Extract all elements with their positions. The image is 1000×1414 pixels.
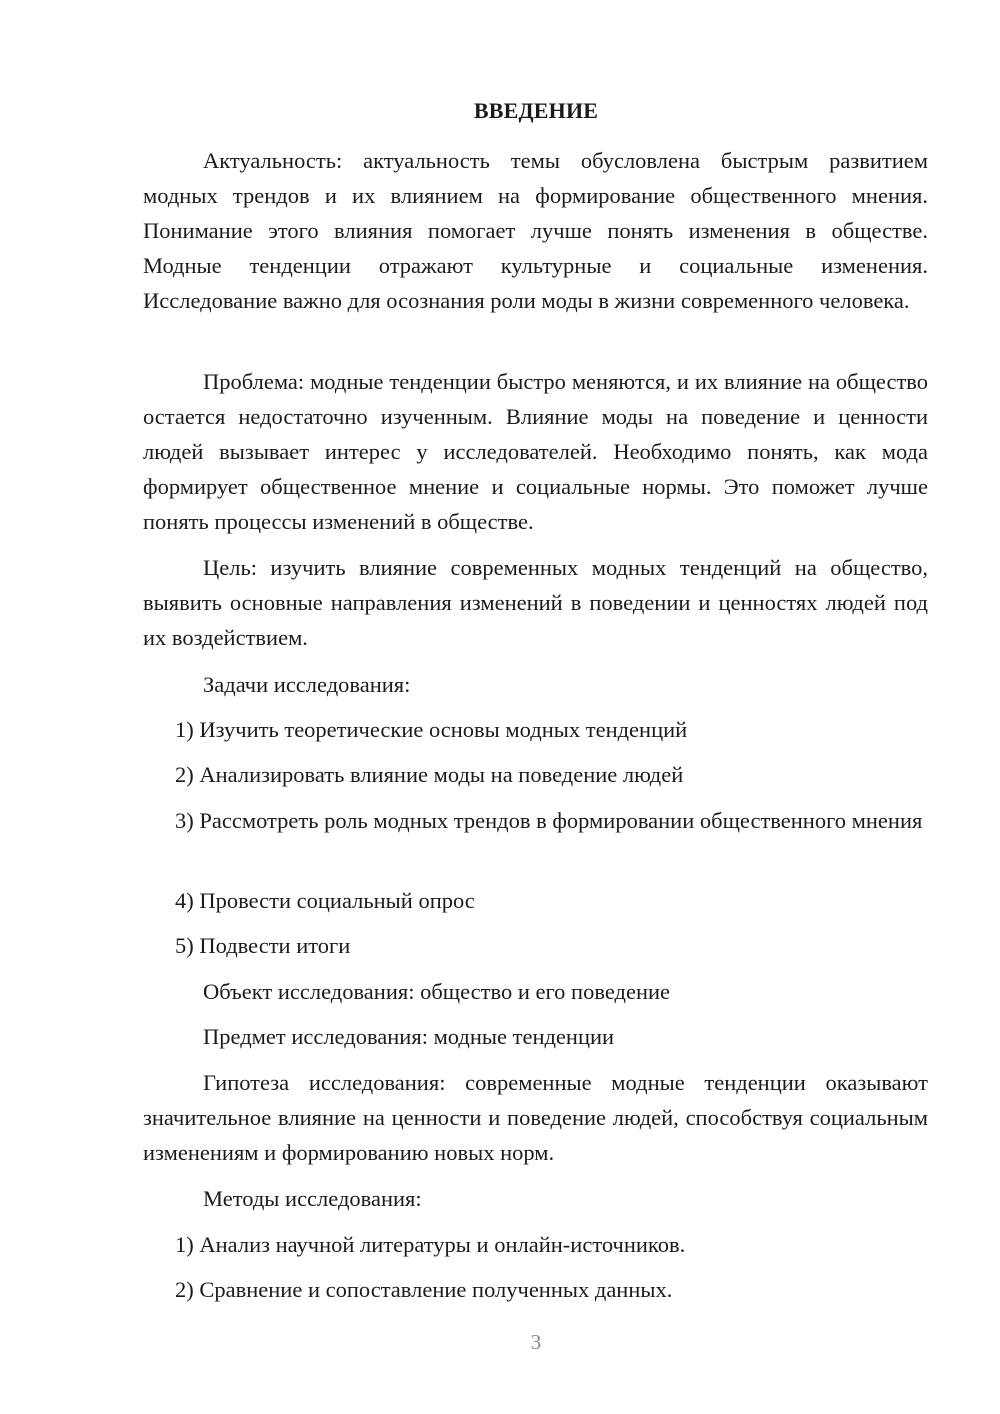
paragraph-text: Цель: изучить влияние современных модных тенденций на общество, выявить основные направления изменений в поведении и ценностях людей под их воздействием.: [143, 555, 928, 650]
task-item: 2) Анализировать влияние моды на поведение людей: [175, 762, 684, 787]
paragraph-relevance: [143, 143, 928, 318]
page-title: ВВЕДЕНИЕ: [473, 98, 599, 123]
paragraph-problem: [143, 364, 928, 539]
task-item: 5) Подвести итоги: [175, 933, 351, 958]
paragraph-hypothesis: [143, 1065, 928, 1170]
paragraph-text: Актуальность: актуальность темы обусловлена быстрым развитием модных трендов и их влиянием на формирование общественного мнения. Понимание этого влияния помогает лучше понять изменения в обществе. Модные тенденции отражают культурные и социальные изменения. Исследование важно для осознания роли моды в жизни современного человека.: [143, 148, 928, 313]
research-subject: Предмет исследования: модные тенденции: [203, 1024, 615, 1049]
paragraph-text: Гипотеза исследования: современные модные тенденции оказывают значительное влияние на ценности и поведение людей, способствуя социальным изменениям и формированию новых норм.: [143, 1070, 928, 1165]
task-item: 3) Рассмотреть роль модных трендов в формировании общественного мнения: [175, 808, 923, 833]
task-item: 1) Изучить теоретические основы модных тенденций: [175, 717, 688, 742]
research-object: Объект исследования: общество и его поведение: [203, 979, 671, 1004]
tasks-heading: Задачи исследования:: [203, 672, 411, 697]
task-item: 4) Провести социальный опрос: [175, 888, 475, 913]
page-number: 3: [530, 1330, 542, 1354]
method-item: 2) Сравнение и сопоставление полученных данных.: [175, 1277, 673, 1302]
paragraph-text: Проблема: модные тенденции быстро меняются, и их влияние на общество остается недостаточно изученным. Влияние моды на поведение и ценности людей вызывает интерес у исследователей. Необходимо понять, как мода формирует общественное мнение и социальные нормы. Это поможет лучше понять процессы изменений в обществе.: [143, 369, 928, 534]
paragraph-goal: [143, 550, 928, 655]
method-item: 1) Анализ научной литературы и онлайн-источников.: [175, 1232, 686, 1257]
methods-heading: Методы исследования:: [203, 1186, 422, 1211]
